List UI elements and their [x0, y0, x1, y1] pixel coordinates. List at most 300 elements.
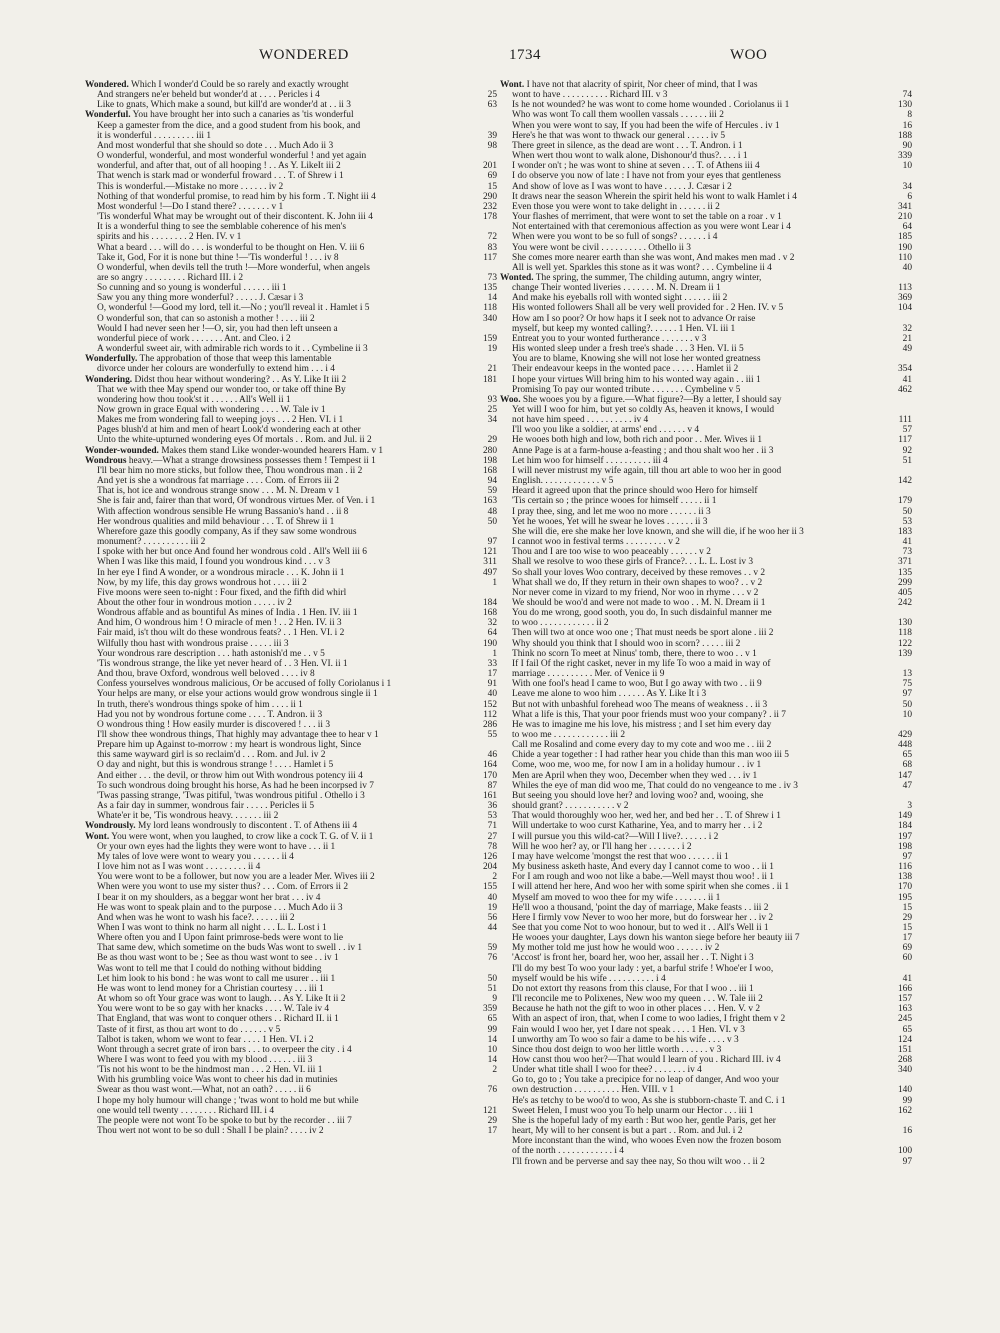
- entry-line: [500, 507, 912, 517]
- quotation-text: The people were not wont To be spoke to but by the recorder . . iii 7: [97, 1115, 352, 1126]
- quotation-text: My tales of love were wont to weary you . . . . . . ii 4: [97, 851, 294, 862]
- quotation-text: I cannot woo in festival terms . . . . . . . . . v 2: [512, 537, 680, 548]
- line-number: 124: [897, 1034, 912, 1045]
- quotation-text: That same dew, which sometime on the buds Was wont to swell . . iv 1: [97, 943, 363, 954]
- line-number: 155: [482, 882, 497, 893]
- quotation-text: And show of love as I was wont to have . . . . . J. Cæsar i 2: [512, 181, 732, 192]
- quotation-text: She is the hopeful lady of my earth : But woo her, gentle Paris, get her: [512, 1115, 776, 1126]
- quotation-text: I pray thee, sing, and let me woo no more . . . . . . ii 3: [512, 506, 711, 517]
- quotation-text: Your helps are many, or else your actions would grow wondrous single ii 1: [97, 689, 378, 700]
- line-number: 65: [487, 1014, 497, 1025]
- line-number: 34: [487, 415, 497, 426]
- line-number: 50: [487, 973, 497, 984]
- line-number: 341: [897, 201, 912, 212]
- entry-line: [500, 1126, 912, 1136]
- quotation-text: I hope my holy humour will change ; 'twas wont to hold me but while: [97, 1095, 359, 1106]
- entry-line: [85, 80, 497, 90]
- entry-line: [85, 385, 497, 395]
- entry-line: [500, 141, 912, 151]
- entry-line: [500, 740, 912, 750]
- entry-line: [500, 669, 912, 679]
- quotation-text: Who was wont To call them woollen vassals . . . . . . iii 2: [512, 110, 724, 121]
- line-number: 19: [487, 344, 497, 355]
- line-number: 15: [902, 922, 912, 933]
- entry-line: [500, 303, 912, 313]
- quotation-text: I unworthy am To woo so fair a dame to be his wife . . . . v 3: [512, 1034, 739, 1045]
- quotation-text: Since thou dost deign to woo her little worth . . . . . . v 3: [512, 1044, 722, 1055]
- line-number: 135: [482, 283, 497, 294]
- quotation-text: I'll reconcile me to Polixenes, New woo my queen . . . W. Tale iii 2: [512, 994, 763, 1005]
- quotation-text: Here's he that was wont to thwack our general . . . . . iv 5: [512, 130, 726, 141]
- line-number: 94: [487, 476, 497, 487]
- line-number: 232: [482, 201, 497, 212]
- quotation-text: See that you come Not to woo honour, but to wed it . . All's Well ii 1: [512, 922, 769, 933]
- entry-line: [85, 212, 497, 222]
- line-number: 78: [487, 841, 497, 852]
- entry-line: [85, 832, 497, 842]
- entry-line: [85, 182, 497, 192]
- entry-line: [500, 801, 912, 811]
- headword: Wondering.: [85, 374, 133, 385]
- quotation-text: one would tell twenty . . . . . . . . Richard III. i 4: [97, 1105, 275, 1116]
- line-number: 178: [482, 212, 497, 223]
- line-number: 69: [902, 943, 912, 954]
- entry-line: [85, 720, 497, 730]
- line-number: 49: [902, 344, 912, 355]
- quotation-text: When wert thou wont to walk alone, Dishonour'd thus?. . . . i 1: [512, 151, 748, 162]
- line-number: 50: [487, 516, 497, 527]
- line-number: 157: [897, 994, 912, 1005]
- quotation-text: He was to imagine me his love, his mistress ; and I set him every day: [512, 719, 772, 730]
- entry-line: [500, 243, 912, 253]
- entry-line: [85, 131, 497, 141]
- line-number: 98: [487, 140, 497, 151]
- quotation-text: You were wont, when you laughed, to crow like a cock T. G. of V. ii 1: [111, 831, 374, 842]
- entry-line: [85, 933, 497, 943]
- entry-line: [85, 141, 497, 151]
- quotation-text: It draws near the season Wherein the spirit held his wont to walk Hamlet i 4: [512, 191, 797, 202]
- entry-line: [500, 1157, 912, 1167]
- line-number: 99: [902, 1095, 912, 1106]
- entry-line: [85, 303, 497, 313]
- quotation-text: I'll woo you like a soldier, at arms' end . . . . . . v 4: [512, 425, 700, 436]
- line-number: 280: [482, 445, 497, 456]
- entry-line: [500, 517, 912, 527]
- quotation-text: All is well yet. Sparkles this stone as it was wont? . . . Cymbeline ii 4: [512, 262, 772, 273]
- entry-line: [85, 760, 497, 770]
- entry-line: [500, 862, 912, 872]
- quotation-text: I will pursue you this wild-cat?—Will I live?. . . . . . i 2: [512, 831, 719, 842]
- entry-line: [500, 933, 912, 943]
- running-head-right: WOO: [730, 47, 768, 63]
- line-number: 354: [897, 364, 912, 375]
- quotation-text: Will undertake to woo curst Katharine, Yea, and to marry her . . i 2: [512, 821, 763, 832]
- line-number: 21: [902, 333, 912, 344]
- line-number: 17: [487, 1126, 497, 1137]
- entry-line: [500, 1004, 912, 1014]
- entry-line: [500, 821, 912, 831]
- entry-line: [500, 1025, 912, 1035]
- line-number: 198: [897, 841, 912, 852]
- quotation-text: Call me Rosalind and come every day to my cote and woo me . . iii 2: [512, 740, 772, 751]
- line-number: 76: [487, 953, 497, 964]
- quotation-text: heart, My will to her consent is but a part . . Rom. and Jul. i 2: [512, 1126, 743, 1137]
- line-number: 56: [487, 912, 497, 923]
- entry-line: [85, 1126, 497, 1136]
- entry-line: [85, 811, 497, 821]
- line-number: 242: [897, 597, 912, 608]
- quotation-text: When you were wont to say, If you had been the wife of Hercules . iv 1: [512, 120, 780, 131]
- entry-line: [500, 527, 912, 537]
- entry-line: [500, 1085, 912, 1095]
- line-number: 118: [483, 303, 497, 314]
- entry-line: [500, 679, 912, 689]
- quotation-text: My mother told me just how he would woo . . . . . . iv 2: [512, 943, 720, 954]
- entry-line: [85, 324, 497, 334]
- line-number: 369: [897, 293, 912, 304]
- entry-line: [85, 852, 497, 862]
- entry-line: [500, 984, 912, 994]
- quotation-text: And either . . . the devil, or throw him out With wondrous potency iii 4: [97, 770, 363, 781]
- entry-line: [85, 253, 497, 263]
- quotation-text: Leave me alone to woo him . . . . . . As Y. Like It i 3: [512, 689, 707, 700]
- quotation-text: Pages blush'd at him and men of heart Look'd wondering each at other: [97, 425, 361, 436]
- quotation-text: O wonderful son, that can so astonish a mother ! . . . . iii 2: [97, 313, 315, 324]
- entry-line: [500, 202, 912, 212]
- entry-line: [500, 791, 912, 801]
- line-number: 185: [897, 232, 912, 243]
- quotation-text: When were you wont to use my sister thus? . . . Com. of Errors ii 2: [97, 882, 349, 893]
- quotation-text: own destruction . . . . . . . . . . Hen. VIII. v 1: [512, 1085, 675, 1096]
- quotation-text: And yet is she a wondrous fat marriage . . . . Com. of Errors iii 2: [97, 476, 339, 487]
- quotation-text: Here I firmly vow Never to woo her more, but do forswear her . . iv 2: [512, 912, 774, 923]
- entry-line: [85, 243, 497, 253]
- left-column: [85, 80, 497, 1136]
- quotation-text: Let him look to his bond : he was wont to call me usurer . . iii 1: [97, 973, 336, 984]
- entry-line: [85, 1085, 497, 1095]
- line-number: 139: [897, 648, 912, 659]
- quotation-text: Makes me from wondering fall to weeping joys . . . 2 Hen. VI. i 1: [97, 415, 344, 426]
- entry-line: [500, 161, 912, 171]
- entry-line: [500, 1116, 912, 1126]
- quotation-text: Whate'er it be, 'Tis wondrous heavy. . . . . . . iii 2: [97, 811, 279, 822]
- entry-line: [500, 324, 912, 334]
- quotation-text: That is, hot ice and wondrous strange snow . . . M. N. Dream v 1: [97, 486, 340, 497]
- quotation-text: You are to blame, Knowing she will not lose her wonted greatness: [512, 354, 761, 365]
- entry-line: [500, 568, 912, 578]
- right-column: [500, 80, 912, 1167]
- entry-line: [500, 903, 912, 913]
- line-number: 41: [902, 973, 912, 984]
- line-number: 91: [487, 679, 497, 690]
- quotation-text: Her wondrous qualities and mild behaviour . . . T. of Shrew ii 1: [97, 516, 335, 527]
- quotation-text: 'Tis wondrous strange, the like yet never heard of . . 3 Hen. VI. ii 1: [97, 658, 348, 669]
- quotation-text: Where I was wont to feed you with my blood . . . . . . iii 3: [97, 1055, 313, 1065]
- line-number: 122: [897, 638, 912, 649]
- quotation-text: With an aspect of iron, that, when I come to woo ladies, I fright them v 2: [512, 1014, 786, 1025]
- line-number: 117: [483, 252, 497, 263]
- entry-line: [85, 588, 497, 598]
- entry-line: [500, 760, 912, 770]
- quotation-text: to woo me . . . . . . . . . . . . iii 2: [512, 730, 626, 740]
- quotation-text: Men are April when they woo, December when they wed . . . iv 1: [512, 770, 758, 781]
- line-number: 75: [902, 679, 912, 690]
- entry-line: [500, 344, 912, 354]
- quotation-text: Taste of it first, as thou art wont to do . . . . . . v 5: [97, 1024, 281, 1035]
- quotation-text: His wonted followers Shall all be very well provided for . 2 Hen. IV. v 5: [512, 303, 784, 314]
- quotation-text: In her eye I find A wonder, or a wondrous miracle . . . K. John ii 1: [97, 567, 345, 578]
- quotation-text: O wonderful, wonderful, and most wonderful wonderful ! and yet again: [97, 151, 367, 162]
- line-number: 8: [907, 110, 912, 121]
- entry-line: [85, 913, 497, 923]
- entry-line: [500, 283, 912, 293]
- line-number: 168: [482, 465, 497, 476]
- line-number: 47: [902, 780, 912, 791]
- entry-line: [85, 679, 497, 689]
- quotation-text: 'Accost' is front her, board her, woo her, assail her . . T. Night i 3: [512, 953, 754, 964]
- entry-line: [500, 964, 912, 974]
- line-number: 121: [482, 1105, 497, 1116]
- quotation-text: What a beard . . . will do . . . is wonderful to be thought on Hen. V. iii 6: [97, 242, 365, 253]
- quotation-text: I do observe you now of late : I have not from your eyes that gentleness: [512, 171, 781, 182]
- line-number: 90: [902, 140, 912, 151]
- entry-line: [85, 740, 497, 750]
- line-number: 72: [487, 232, 497, 243]
- quotation-text: Swear as thou wast wont.—What, not an oath? . . . . . ii 6: [97, 1085, 311, 1096]
- quotation-text: When were you wont to be so full of songs? . . . . . . i 4: [512, 232, 718, 243]
- entry-line: [500, 486, 912, 496]
- entry-line: [85, 547, 497, 557]
- line-number: 121: [482, 547, 497, 558]
- quotation-text: That we with thee May spend our wonder too, or take off thine By: [97, 384, 346, 395]
- line-number: 147: [897, 770, 912, 781]
- entry-line: [85, 1116, 497, 1126]
- line-number: 16: [902, 120, 912, 131]
- entry-line: [500, 730, 912, 740]
- entry-line: [500, 375, 912, 385]
- line-number: 71: [487, 821, 497, 832]
- quotation-text: I'll show thee wondrous things, That highly may advantage thee to hear v 1: [97, 730, 379, 740]
- headword: Wonder-wounded.: [85, 445, 159, 456]
- quotation-text: this same wayward girl is so reclaim'd . . . Rom. and Jul. iv 2: [97, 750, 326, 761]
- entry-line: [500, 314, 912, 324]
- quotation-text: In truth, there's wondrous things spoke of him . . . . ii 1: [97, 699, 303, 710]
- quotation-text: Would I had never seen her !—O, sir, you had then left unseen a: [97, 323, 338, 334]
- line-number: 162: [897, 1105, 912, 1116]
- line-number: 179: [897, 496, 912, 507]
- line-number: 168: [482, 608, 497, 619]
- quotation-text: How canst thou woo her?—That would I learn of you . Richard III. iv 4: [512, 1055, 781, 1065]
- entry-line: [85, 202, 497, 212]
- entry-line: [85, 283, 497, 293]
- quotation-text: You have brought her into such a canaries as 'tis wonderful: [132, 110, 354, 121]
- entry-line: [500, 994, 912, 1004]
- line-number: 17: [487, 669, 497, 680]
- line-number: 135: [897, 567, 912, 578]
- entry-line: [85, 171, 497, 181]
- quotation-text: And most wonderful that she should so dote . . . Much Ado ii 3: [97, 140, 334, 151]
- quotation-text: divorce under her colours are wonderfully to extend him . . . i 4: [97, 364, 335, 375]
- line-number: 110: [898, 252, 912, 263]
- entry-line: [85, 872, 497, 882]
- line-number: 204: [482, 862, 497, 873]
- headword: Wonderful.: [85, 110, 131, 121]
- quotation-text: Now grown in grace Equal with wondering . . . . W. Tale iv 1: [97, 405, 326, 415]
- line-number: 210: [897, 212, 912, 223]
- entry-line: [85, 557, 497, 567]
- quotation-text: What shall we do, If they return in their own shapes to woo? . . v 2: [512, 577, 763, 588]
- entry-line: [85, 659, 497, 669]
- entry-line: [85, 151, 497, 161]
- quotation-text: About the other four in wondrous motion . . . . . iv 2: [97, 597, 292, 608]
- entry-line: [500, 1065, 912, 1075]
- running-head-left: WONDERED: [259, 47, 349, 63]
- line-number: 19: [487, 902, 497, 913]
- quotation-text: Where often you and I Upon faint primrose-beds were wont to lie: [97, 933, 344, 944]
- entry-line: [500, 273, 912, 283]
- quotation-text: I love him not as I was wont . . . . . . . . . ii 4: [97, 862, 261, 873]
- entry-line: [85, 496, 497, 506]
- line-number: 97: [902, 1156, 912, 1167]
- entry-line: [500, 832, 912, 842]
- quotation-text: I'll do my best To woo your lady : yet, a barful strife ! Whoe'er I woo,: [512, 963, 774, 974]
- quotation-text: His wonted sleep under a fresh tree's shade . . . 3 Hen. VI. ii 5: [512, 344, 744, 355]
- entry-line: [500, 354, 912, 364]
- quotation-text: I'll bear him no more sticks, but follow thee, Thou wondrous man . ii 2: [97, 465, 363, 476]
- line-number: 15: [902, 902, 912, 913]
- entry-line: [85, 771, 497, 781]
- line-number: 51: [902, 455, 912, 466]
- quotation-text: Because he hath not the gift to woo in other places . . . Hen. V. v 2: [512, 1004, 761, 1015]
- quotation-text: I'll frown and be perverse and say thee nay, So thou wilt woo . . ii 2: [512, 1156, 765, 1167]
- entry-line: [500, 547, 912, 557]
- line-number: 183: [897, 526, 912, 537]
- entry-line: [85, 882, 497, 892]
- entry-line: [500, 456, 912, 466]
- quotation-text: Entreat you to your wonted furtherance . . . . . . . v 3: [512, 333, 707, 344]
- line-number: 140: [897, 1085, 912, 1096]
- entry-line: [500, 90, 912, 100]
- entry-line: [85, 1004, 497, 1014]
- entry-line: [85, 273, 497, 283]
- quotation-text: The approbation of those that weep this lamentable: [139, 354, 332, 365]
- line-number: 170: [897, 882, 912, 893]
- line-number: 299: [897, 577, 912, 588]
- entry-line: [85, 1075, 497, 1085]
- entry-line: [85, 1055, 497, 1065]
- quotation-text: Your flashes of merriment, that were wont to set the table on a roar . v 1: [512, 212, 782, 223]
- entry-line: [500, 618, 912, 628]
- line-number: 339: [897, 151, 912, 162]
- entry-line: [500, 415, 912, 425]
- line-number: 46: [487, 750, 497, 761]
- entry-line: [500, 151, 912, 161]
- quotation-text: That England, that was wont to conquer others . . Richard II. ii 1: [97, 1014, 339, 1025]
- entry-line: [500, 943, 912, 953]
- line-number: 32: [487, 618, 497, 629]
- entry-line: [500, 446, 912, 456]
- quotation-text: At whom so oft Your grace was wont to laugh. . . As Y. Like It ii 2: [97, 994, 346, 1005]
- quotation-text: to woo . . . . . . . . . . . . ii 2: [512, 618, 609, 629]
- entry-line: [500, 334, 912, 344]
- line-number: 97: [902, 851, 912, 862]
- quotation-text: wonderful piece of work . . . . . . . Ant. and Cleo. i 2: [97, 333, 291, 344]
- quotation-text: it is wonderful . . . . . . . . . iii 1: [97, 130, 212, 141]
- entry-line: [85, 1106, 497, 1116]
- entry-line: [85, 344, 497, 354]
- entry-line: [500, 395, 912, 405]
- line-number: 188: [897, 130, 912, 141]
- quotation-text: Wont through a secret grate of iron bars . . . to overpeer the city . i 4: [97, 1044, 352, 1055]
- line-number: 340: [482, 313, 497, 324]
- quotation-text: Myself am moved to woo thee for my wife . . . . . . . ii 1: [512, 892, 721, 903]
- quotation-text: Do not extort thy reasons from this clause, For that I woo . . iii 1: [512, 983, 754, 994]
- entry-line: [85, 974, 497, 984]
- entry-line: [85, 1065, 497, 1075]
- entry-line: [85, 750, 497, 760]
- line-number: 448: [897, 740, 912, 751]
- quotation-text: My business asketh haste, And every day I cannot come to woo . . ii 1: [512, 862, 774, 873]
- entry-line: [85, 1025, 497, 1035]
- entry-line: [500, 1096, 912, 1106]
- line-number: 2: [492, 1065, 497, 1076]
- entry-line: [500, 405, 912, 415]
- line-number: 268: [897, 1055, 912, 1065]
- quotation-text: And him, O wondrous him ! O miracle of men ! . . 2 Hen. IV. ii 3: [97, 618, 342, 629]
- quotation-text: Prepare him up Against to-morrow : my heart is wondrous light, Since: [97, 740, 362, 751]
- entry-line: [500, 1055, 912, 1065]
- line-number: 48: [487, 506, 497, 517]
- entry-line: [500, 110, 912, 120]
- entry-line: [85, 893, 497, 903]
- entry-line: [500, 385, 912, 395]
- entry-line: [500, 253, 912, 263]
- quotation-text: 'Tis certain so ; the prince wooes for himself . . . . . ii 1: [512, 496, 717, 507]
- entry-line: [85, 517, 497, 527]
- entry-line: [500, 923, 912, 933]
- entry-line: [85, 842, 497, 852]
- line-number: 340: [897, 1065, 912, 1076]
- quotation-text: Unto the white-upturned wondering eyes Of mortals . . Rom. and Jul. ii 2: [97, 435, 372, 446]
- entry-line: [85, 984, 497, 994]
- line-number: 497: [482, 567, 497, 578]
- quotation-text: And thou, brave Oxford, wondrous well beloved . . . . iv 8: [97, 669, 315, 680]
- quotation-text: Wondrous affable and as bountiful As mines of India . 1 Hen. IV. iii 1: [97, 608, 358, 619]
- line-number: 64: [487, 628, 497, 639]
- quotation-text: And make his eyeballs roll with wonted sight . . . . . . iii 2: [512, 293, 728, 304]
- quotation-text: 'Tis wonderful What may be wrought out of their discontent. K. John iii 4: [97, 212, 373, 223]
- line-number: 65: [902, 750, 912, 761]
- entry-line: [85, 923, 497, 933]
- quotation-text: If I fail Of the right casket, never in my life To woo a maid in way of: [512, 658, 771, 669]
- line-number: 201: [482, 161, 497, 172]
- line-number: 130: [897, 618, 912, 629]
- line-number: 159: [482, 333, 497, 344]
- quotation-text: heavy.—What a strange drowsiness possesses them ! Tempest ii 1: [128, 455, 376, 466]
- entry-line: [85, 730, 497, 740]
- line-number: 63: [487, 100, 497, 111]
- quotation-text: And when was he wont to wash his face?. . . . . . iii 2: [97, 912, 295, 923]
- line-number: 41: [902, 537, 912, 548]
- quotation-text: Go to, go to ; You take a precipice for no leap of danger, And woo your: [512, 1075, 780, 1086]
- entry-line: [85, 110, 497, 120]
- line-number: 40: [902, 262, 912, 273]
- line-number: 39: [487, 130, 497, 141]
- quotation-text: Five moons were seen to-night : Four fixed, and the fifth did whirl: [97, 587, 347, 598]
- line-number: 33: [487, 658, 497, 669]
- line-number: 73: [487, 272, 497, 283]
- quotation-text: Shall we resolve to woo these girls of France?. . . L. L. Lost iv 3: [512, 557, 754, 568]
